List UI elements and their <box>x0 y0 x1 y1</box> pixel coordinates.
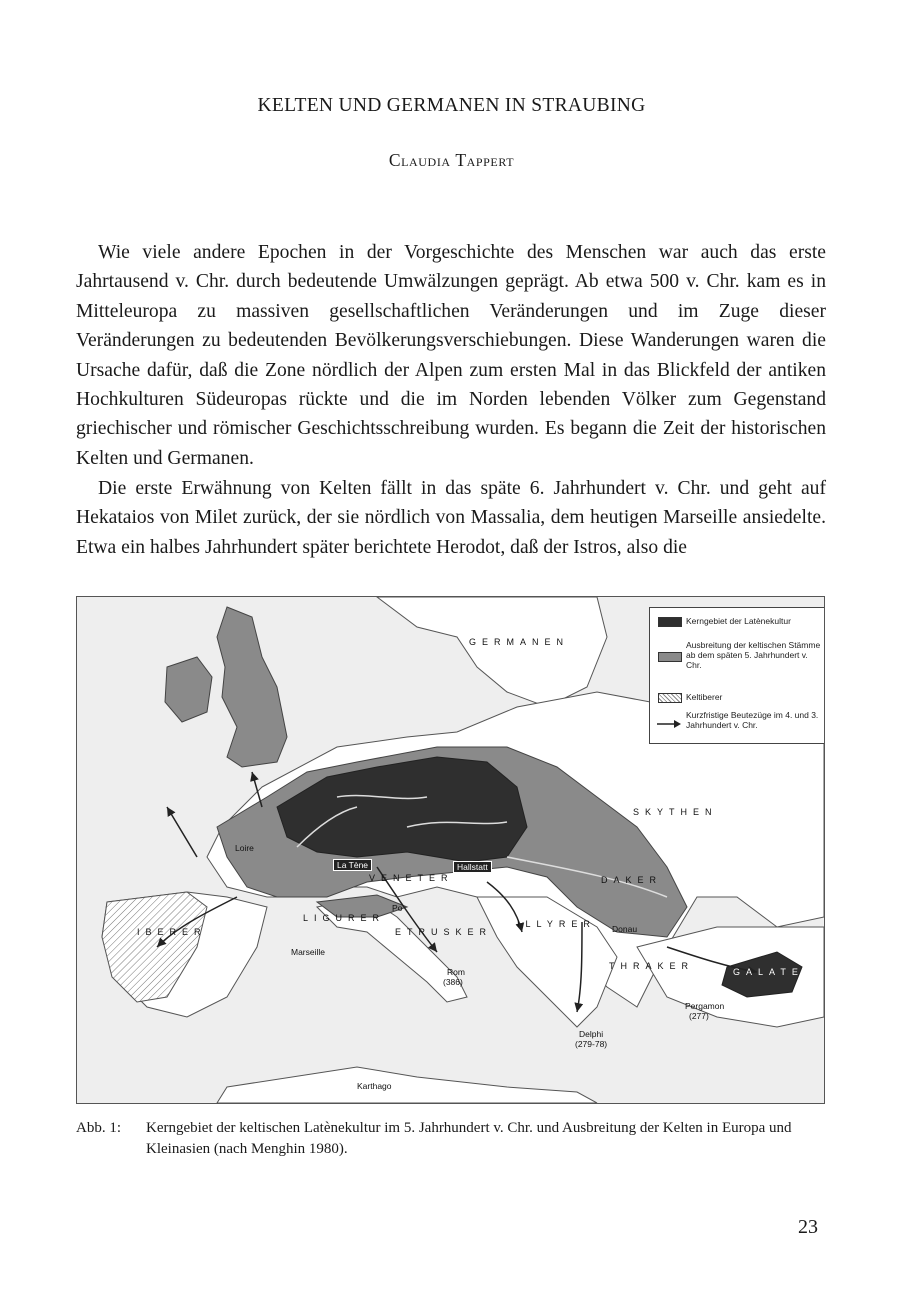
map-label-po: Po <box>392 903 403 913</box>
caption-label: Abb. 1: <box>76 1120 121 1136</box>
map-label-rom: Rom <box>447 967 465 977</box>
map-label-germanen: GERMANEN <box>469 637 570 647</box>
map-legend <box>649 607 825 744</box>
map-label-delphi-year: (279-78) <box>575 1039 608 1049</box>
map-label-loire: Loire <box>235 843 254 853</box>
map-label-pergamon-year: (277) <box>689 1011 709 1021</box>
map-label-daker: DAKER <box>601 875 663 885</box>
legend-swatch-hatched <box>658 693 682 703</box>
legend-swatch-grey <box>658 652 682 662</box>
legend-label-raids: Kurzfristige Beutezüge im 4. und 3. Jahrhundert v. Chr. <box>686 710 819 730</box>
legend-label-core: Kerngebiet der Latènekultur <box>686 616 791 626</box>
map-label-marseille: Marseille <box>291 947 326 957</box>
celtic-expansion-map <box>76 596 825 1104</box>
author-name: Claudia Tappert <box>388 150 515 170</box>
map-label-rom-year: (386) <box>443 977 463 987</box>
map-label-veneter: VENETER <box>369 873 454 883</box>
map-label-karthago: Karthago <box>357 1081 392 1091</box>
chapter-title: KELTEN UND GERMANEN IN STRAUBING <box>257 95 646 116</box>
map-label-galater: GALATER <box>733 967 817 977</box>
map-label-hallstatt: Hallstatt <box>453 861 492 873</box>
map-label-ligurer: LIGURER <box>303 913 386 923</box>
paragraph-2: Die erste Erwähnung von Kelten fällt in das späte 6. Jahrhundert v. Chr. und geht auf Hekataios von Milet zurück, der sie nördlich von Massalia, dem heutigen Marseille ansiedelte. Etwa ein halbes Jahrhundert später berichtete Herodot, daß der Istros, also die <box>76 478 826 558</box>
legend-arrow-icon <box>656 720 682 728</box>
page-number: 23 <box>798 1216 818 1238</box>
caption-text: Kerngebiet der keltischen Latènekultur im 5. Jahrhundert v. Chr. und Ausbreitung der Kelten in Europa und Kleinasien (nach Menghin 1980). <box>146 1120 792 1157</box>
map-label-la-tene: La Tène <box>333 859 372 871</box>
map-label-etrusker: ETRUSKER <box>395 927 493 937</box>
map-label-delphi: Delphi <box>579 1029 604 1039</box>
map-label-thraker: THRAKER <box>609 961 695 971</box>
map-label-illyrer: ILLYRER <box>517 919 596 929</box>
map-label-skythen: SKYTHEN <box>633 807 718 817</box>
map-label-iberer: IBERER <box>137 927 207 937</box>
map-label-pergamon: Pergamon <box>685 1001 725 1011</box>
legend-swatch-dark <box>658 617 682 627</box>
legend-label-expansion: Ausbreitung der keltischen Stämme ab dem späten 5. Jahrhundert v. Chr. <box>686 640 821 670</box>
legend-label-celtiberians: Keltiberer <box>686 692 723 702</box>
paragraph-1: Wie viele andere Epochen in der Vorgeschichte des Menschen war auch das erste Jahrtausend v. Chr. durch bedeutende Umwälzungen geprägt. Ab etwa 500 v. Chr. kam es in Mitteleuropa zu massiven gesellschaftlichen Veränderungen und im Zuge dieser Veränderungen zu bedeutenden Bevölkerungsverschiebungen. Diese Wanderungen waren die Ursache dafür, daß die Zone nördlich der Alpen zum ersten Mal in das Blickfeld der antiken Hochkulturen Südeuropas rückte und die im Norden lebenden Völker zum Gegenstand griechischer und römischer Geschichtsschreibung wurden. Es begann die Zeit der historischen Kelten und Germanen. <box>76 242 826 469</box>
map-label-donau: Donau <box>612 924 638 934</box>
